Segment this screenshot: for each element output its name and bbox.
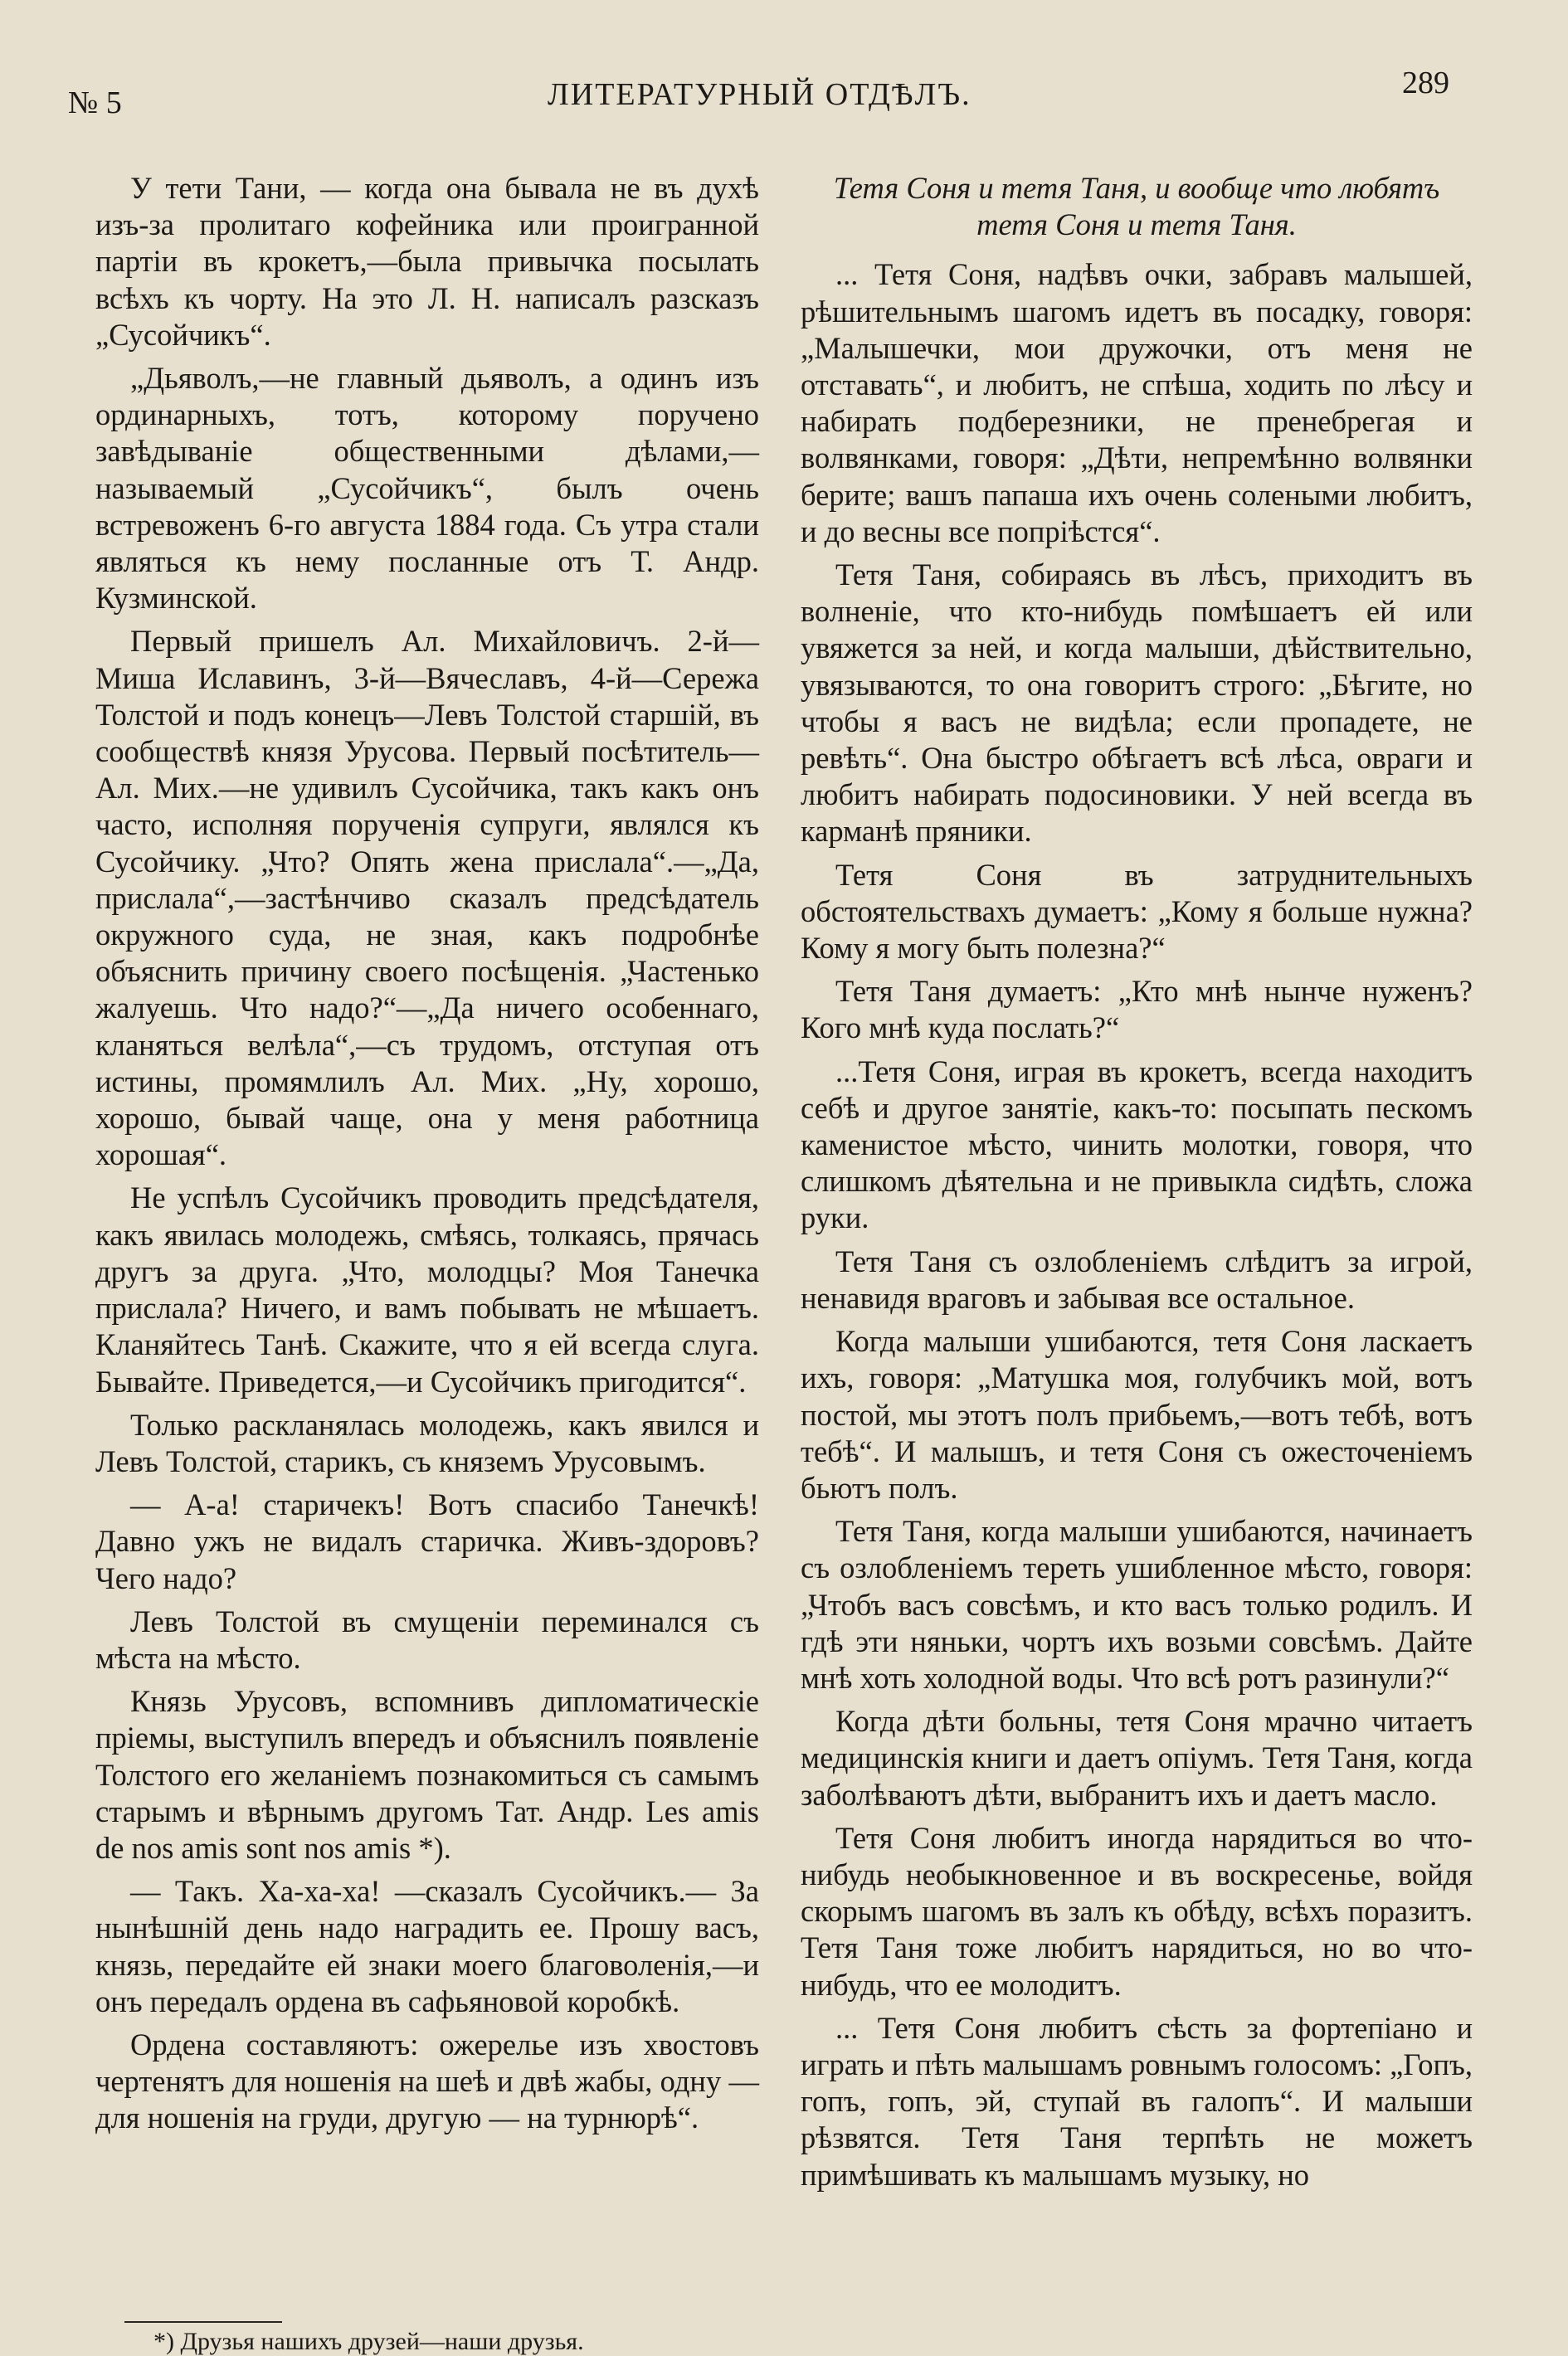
paragraph: — Такъ. Ха-ха-ха! —сказалъ Сусойчикъ.— За нынѣшній день надо наградить ее. Прошу васъ, князь, передайте ей знаки моего благоволенія,—и онъ передалъ ордена въ сафьяновой коробкѣ. xyxy=(95,1874,759,2018)
paragraph: Князь Урусовъ, вспомнивъ дипломатическіе пріемы, выступилъ впередъ и объяснилъ появленіе Толстого его желаніемъ познакомиться съ самымъ старымъ и вѣрнымъ другомъ Тат. Андр. Les amis de nos amis sont nos amis *). xyxy=(95,1684,759,1865)
paragraph: У тети Тани, — когда она бывала не въ духѣ изъ-за пролитаго кофейника или проигранной партіи въ крокетъ,—была привычка посылать всѣхъ къ чорту. На это Л. Н. написалъ разсказъ „Сусойчикъ“. xyxy=(95,171,759,352)
paragraph: Когда дѣти больны, тетя Соня мрачно читаетъ медицинскія книги и даетъ опіумъ. Тетя Таня, когда заболѣваютъ дѣти, выбранитъ ихъ и даетъ масло. xyxy=(801,1704,1473,1812)
paragraph: Первый пришелъ Ал. Михайловичъ. 2-й—Миша Иславинъ, 3-й—Вячеславъ, 4-й—Сережа Толстой и подъ конецъ—Левъ Толстой старшій, въ сообществѣ князя Урусова. Первый посѣтитель—Ал. Мих.—не удивилъ Сусойчика, такъ какъ онъ часто, исполняя порученія супруги, являлся къ Сусойчику. „Что? Опять жена прислала“.—„Да, прислала“,—застѣнчиво сказалъ предсѣдатель окружного суда, не зная, какъ подробнѣе объяснить причину своего посѣщенія. „Частенько жалуешь. Что надо?“—„Да ничего особеннаго, кланяться велѣла“,—съ трудомъ, отступая отъ истины, промямлилъ Ал. Мих. „Ну, хорошо, хорошо, бывай чаще, она у меня работница хорошая“. xyxy=(95,624,759,1172)
paragraph: Тетя Соня въ затруднительныхъ обстоятельствахъ думаетъ: „Кому я больше нужна? Кому я могу быть полезна?“ xyxy=(801,857,1473,966)
paragraph: ...Тетя Соня, играя въ крокетъ, всегда находитъ себѣ и другое занятіе, какъ-то: посыпать пескомъ каменистое мѣсто, чинить молотки, говоря, что слишкомъ дѣятельна и не привыкла сидѣть, сложа руки. xyxy=(801,1054,1473,1235)
section-title: ЛИТЕРАТУРНЫЙ ОТДѢЛЪ. xyxy=(548,77,971,112)
paragraph: Левъ Толстой въ смущеніи переминался съ мѣста на мѣсто. xyxy=(95,1604,759,1675)
paragraph: Когда малыши ушибаются, тетя Соня ласкаетъ ихъ, говоря: „Матушка моя, голубчикъ мой, вотъ постой, мы этотъ полъ прибьемъ,—вотъ тебѣ, вотъ тебѣ“. И малышъ, и тетя Соня съ ожесточеніемъ бьютъ полъ. xyxy=(801,1324,1473,1505)
article-title: Тетя Соня и тетя Таня, и вообще что любятъ тетя Соня и тетя Таня. xyxy=(833,171,1440,242)
paragraph: Только раскланялась молодежь, какъ явился и Левъ Толстой, старикъ, съ княземъ Урусовымъ. xyxy=(95,1407,759,1478)
paragraph: Тетя Таня, когда малыши ушибаются, начинаетъ съ озлобленіемъ тереть ушибленное мѣсто, говоря: „Чтобъ васъ совсѣмъ, и кто васъ только родилъ. И гдѣ эти няньки, чортъ ихъ возьми совсѣмъ. Дайте мнѣ хоть холодной воды. Что всѣ ротъ разинули?“ xyxy=(801,1514,1473,1695)
paragraph: Тетя Таня думаетъ: „Кто мнѣ нынче нуженъ? Кого мнѣ куда послать?“ xyxy=(801,974,1473,1045)
paragraph: ... Тетя Соня любитъ сѣсть за фортепіано и играть и пѣть малышамъ ровнымъ голосомъ: „Гопъ, гопъ, гопъ, эй, ступай въ галопъ“. И малыши рѣзвятся. Тетя Таня терпѣть не можетъ примѣшивать къ малышамъ музыку, но xyxy=(801,2010,1473,2192)
right-column xyxy=(801,170,1473,2200)
paragraph: Ордена составляютъ: ожерелье изъ хвостовъ чертенятъ для ношенія на шеѣ и двѣ жабы, одну — для ношенія на груди, другую — на турнюрѣ“. xyxy=(95,2027,759,2135)
paragraph: Тетя Таня, собираясь въ лѣсъ, приходитъ въ волненіе, что кто-нибудь помѣшаетъ ей или увяжется за ней, и когда малыши, дѣйствительно, увязываются, то она говоритъ строго: „Бѣгите, но чтобы я васъ не видѣла; если пропадете, не ревѣть“. Она быстро обѣгаетъ всѣ лѣса, овраги и любитъ набирать подосиновики. У ней всегда въ карманѣ пряники. xyxy=(801,557,1473,849)
issue-number: № 5 xyxy=(68,85,122,120)
paragraph: — А-а! старичекъ! Вотъ спасибо Танечкѣ! Давно ужъ не видалъ старичка. Живъ-здоровъ? Чего надо? xyxy=(95,1487,759,1595)
footnote-rule xyxy=(124,2321,282,2323)
footnote: *) Друзья нашихъ друзей—наши друзья. xyxy=(153,2328,584,2355)
left-column xyxy=(95,170,759,2144)
paragraph: „Дьяволъ,—не главный дьяволъ, а одинъ изъ ординарныхъ, тотъ, которому поручено завѣдываніе общественными дѣлами,—называемый „Сусойчикъ“, былъ очень встревоженъ 6-го августа 1884 года. Съ утра стали являться къ нему посланные отъ Т. Андр. Кузминской. xyxy=(95,361,759,616)
paragraph: ... Тетя Соня, надѣвъ очки, забравъ малышей, рѣшительнымъ шагомъ идетъ въ посадку, говоря: „Малышечки, мои дружочки, отъ меня не отставать“, и любитъ, не спѣша, ходить по лѣсу и набирать подберезники, не пренебрегая и волвянками, говоря: „Дѣти, непремѣнно волвянки берите; вашъ папаша ихъ очень солеными любитъ, и до весны все попріѣстся“. xyxy=(801,257,1473,548)
page-header xyxy=(0,65,1568,120)
paragraph: Тетя Соня любитъ иногда нарядиться во что-нибудь необыкновенное и въ воскресенье, войдя скорымъ шагомъ въ залъ къ обѣду, всѣхъ поразитъ. Тетя Таня тоже любитъ нарядиться, но во что-нибудь, что ее молодитъ. xyxy=(801,1820,1473,2002)
paragraph: Тетя Таня съ озлобленіемъ слѣдитъ за игрой, ненавидя враговъ и забывая все остальное. xyxy=(801,1244,1473,1315)
paragraph: Не успѣлъ Сусойчикъ проводить предсѣдателя, какъ явилась молодежь, смѣясь, толкаясь, прячась другъ за друга. „Что, молодцы? Моя Танечка прислала? Ничего, и вамъ побывать не мѣшаетъ. Кланяйтесь Танѣ. Скажите, что я ей всегда слуга. Бывайте. Приведется,—и Сусойчикъ пригодится“. xyxy=(95,1180,759,1399)
page-number: 289 xyxy=(1402,66,1449,100)
